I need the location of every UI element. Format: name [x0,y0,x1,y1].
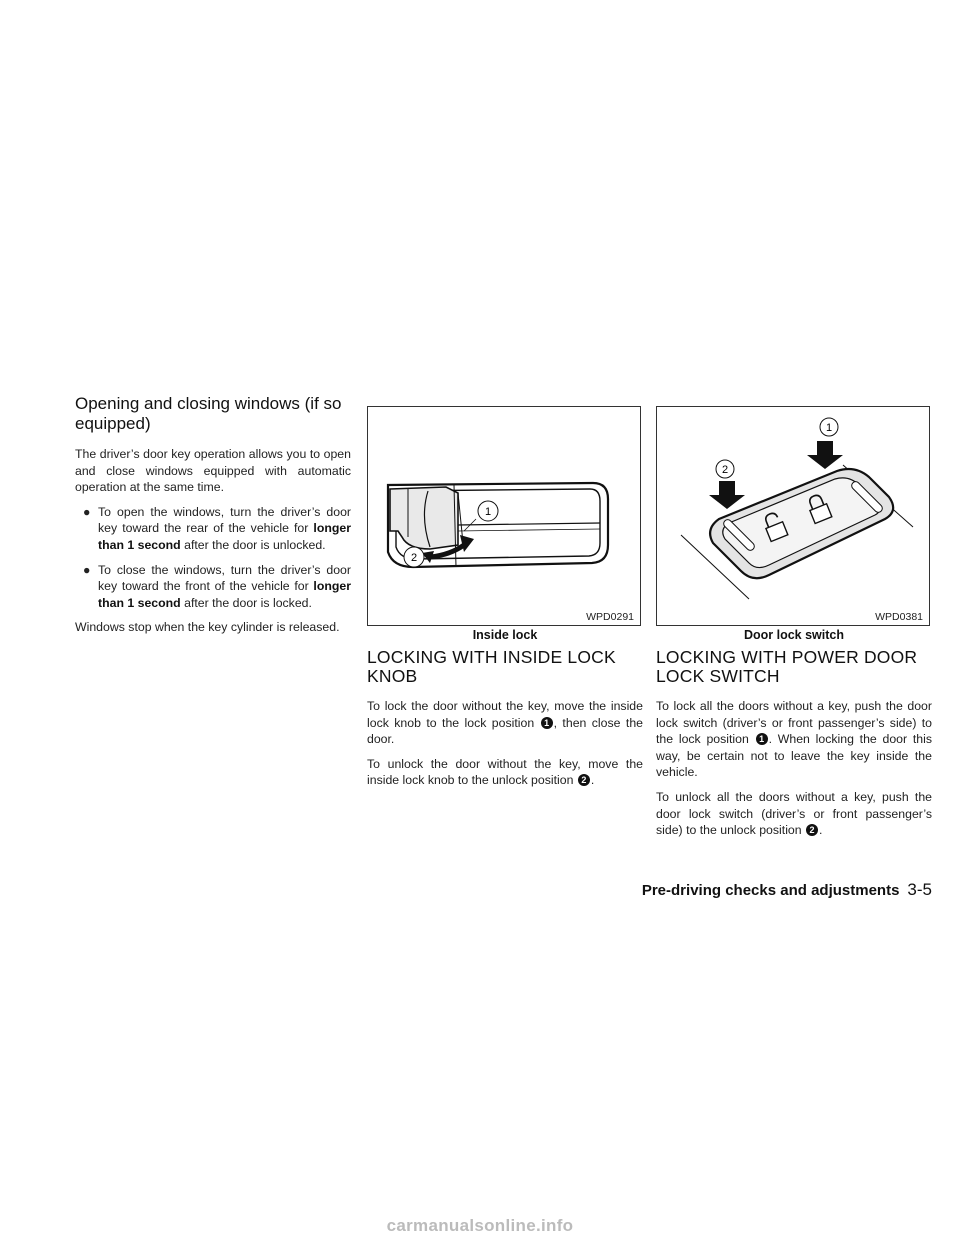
position-2-marker: 2 [806,824,818,836]
text: To unlock all the doors without a key, push the door lock switch (driver’s or front passenger’s side) to the unlock position [656,789,932,838]
windows-intro: The driver’s door key operation allows you to open and close windows equipped with automatic operation at the same time. [75,447,351,495]
text: . [819,823,823,838]
power-lock-para-2 [656,789,932,839]
text: , then close the door. [367,715,643,747]
power-lock-heading: LOCKING WITH POWER DOOR LOCK SWITCH [656,647,918,686]
door-lock-switch-figure [656,406,930,626]
bullet-text-pre: To open the windows, turn the driver’s door key toward the rear of the vehicle for [98,504,351,536]
page-footer [620,880,932,900]
text: To lock all the doors without a key, push the door lock switch (driver’s or front passenger’s side) to the lock position [656,699,932,747]
figure-caption: Door lock switch [743,628,845,642]
figure-code: WPD0381 [875,611,923,623]
power-lock-para-1 [656,698,932,781]
callout-2-label: 2 [410,552,418,564]
position-1-marker: 1 [756,733,768,745]
position-1-marker: 1 [541,717,553,729]
windows-closing: Windows stop when the key cylinder is released. [75,620,340,635]
figure-caption: Inside lock [472,628,538,642]
inside-lock-heading: LOCKING WITH INSIDE LOCK KNOB [367,647,616,686]
windows-section [75,394,351,644]
watermark[interactable]: carmanualsonline.info [386,1216,574,1235]
bullet-icon: ● [83,504,91,519]
text: . When locking the door this way, be certain not to leave the key inside the vehicle. [656,732,932,780]
inside-lock-para-2 [367,756,643,789]
footer-section-title: Pre-driving checks and adjustments [641,882,900,899]
power-lock-section [656,406,932,847]
bullet-text-post: after the door is locked. [180,595,312,610]
text: . [590,773,595,788]
bullet-text-bold: longer than 1 second [98,521,351,552]
callout-1-label: 1 [825,422,833,434]
bullet-text-post: after the door is unlocked. [180,537,326,552]
inside-lock-illustration [368,407,640,625]
inside-lock-para-1 [367,698,643,748]
bullet-icon: ● [83,562,91,577]
inside-lock-figure [367,406,641,626]
callout-1-label: 1 [484,506,492,518]
figure-code: WPD0291 [586,611,634,623]
door-lock-switch-illustration [657,407,929,625]
bullet-text-pre: To close the windows, turn the driver’s door key toward the front of the vehicle for [98,562,351,594]
page-number: 3-5 [907,880,932,899]
text: To lock the door without the key, move the inside lock knob to the lock position [367,699,643,730]
windows-heading: Opening and closing windows (if so equipped) [75,394,342,433]
bullet-open-windows [75,504,351,554]
callout-2-label: 2 [721,464,729,476]
bullet-close-windows [75,562,351,612]
bullet-text-bold: longer than 1 second [98,579,351,610]
text: To unlock the door without the key, move the inside lock knob to the unlock position [367,756,643,788]
position-2-marker: 2 [578,774,590,786]
inside-lock-section [367,406,643,797]
